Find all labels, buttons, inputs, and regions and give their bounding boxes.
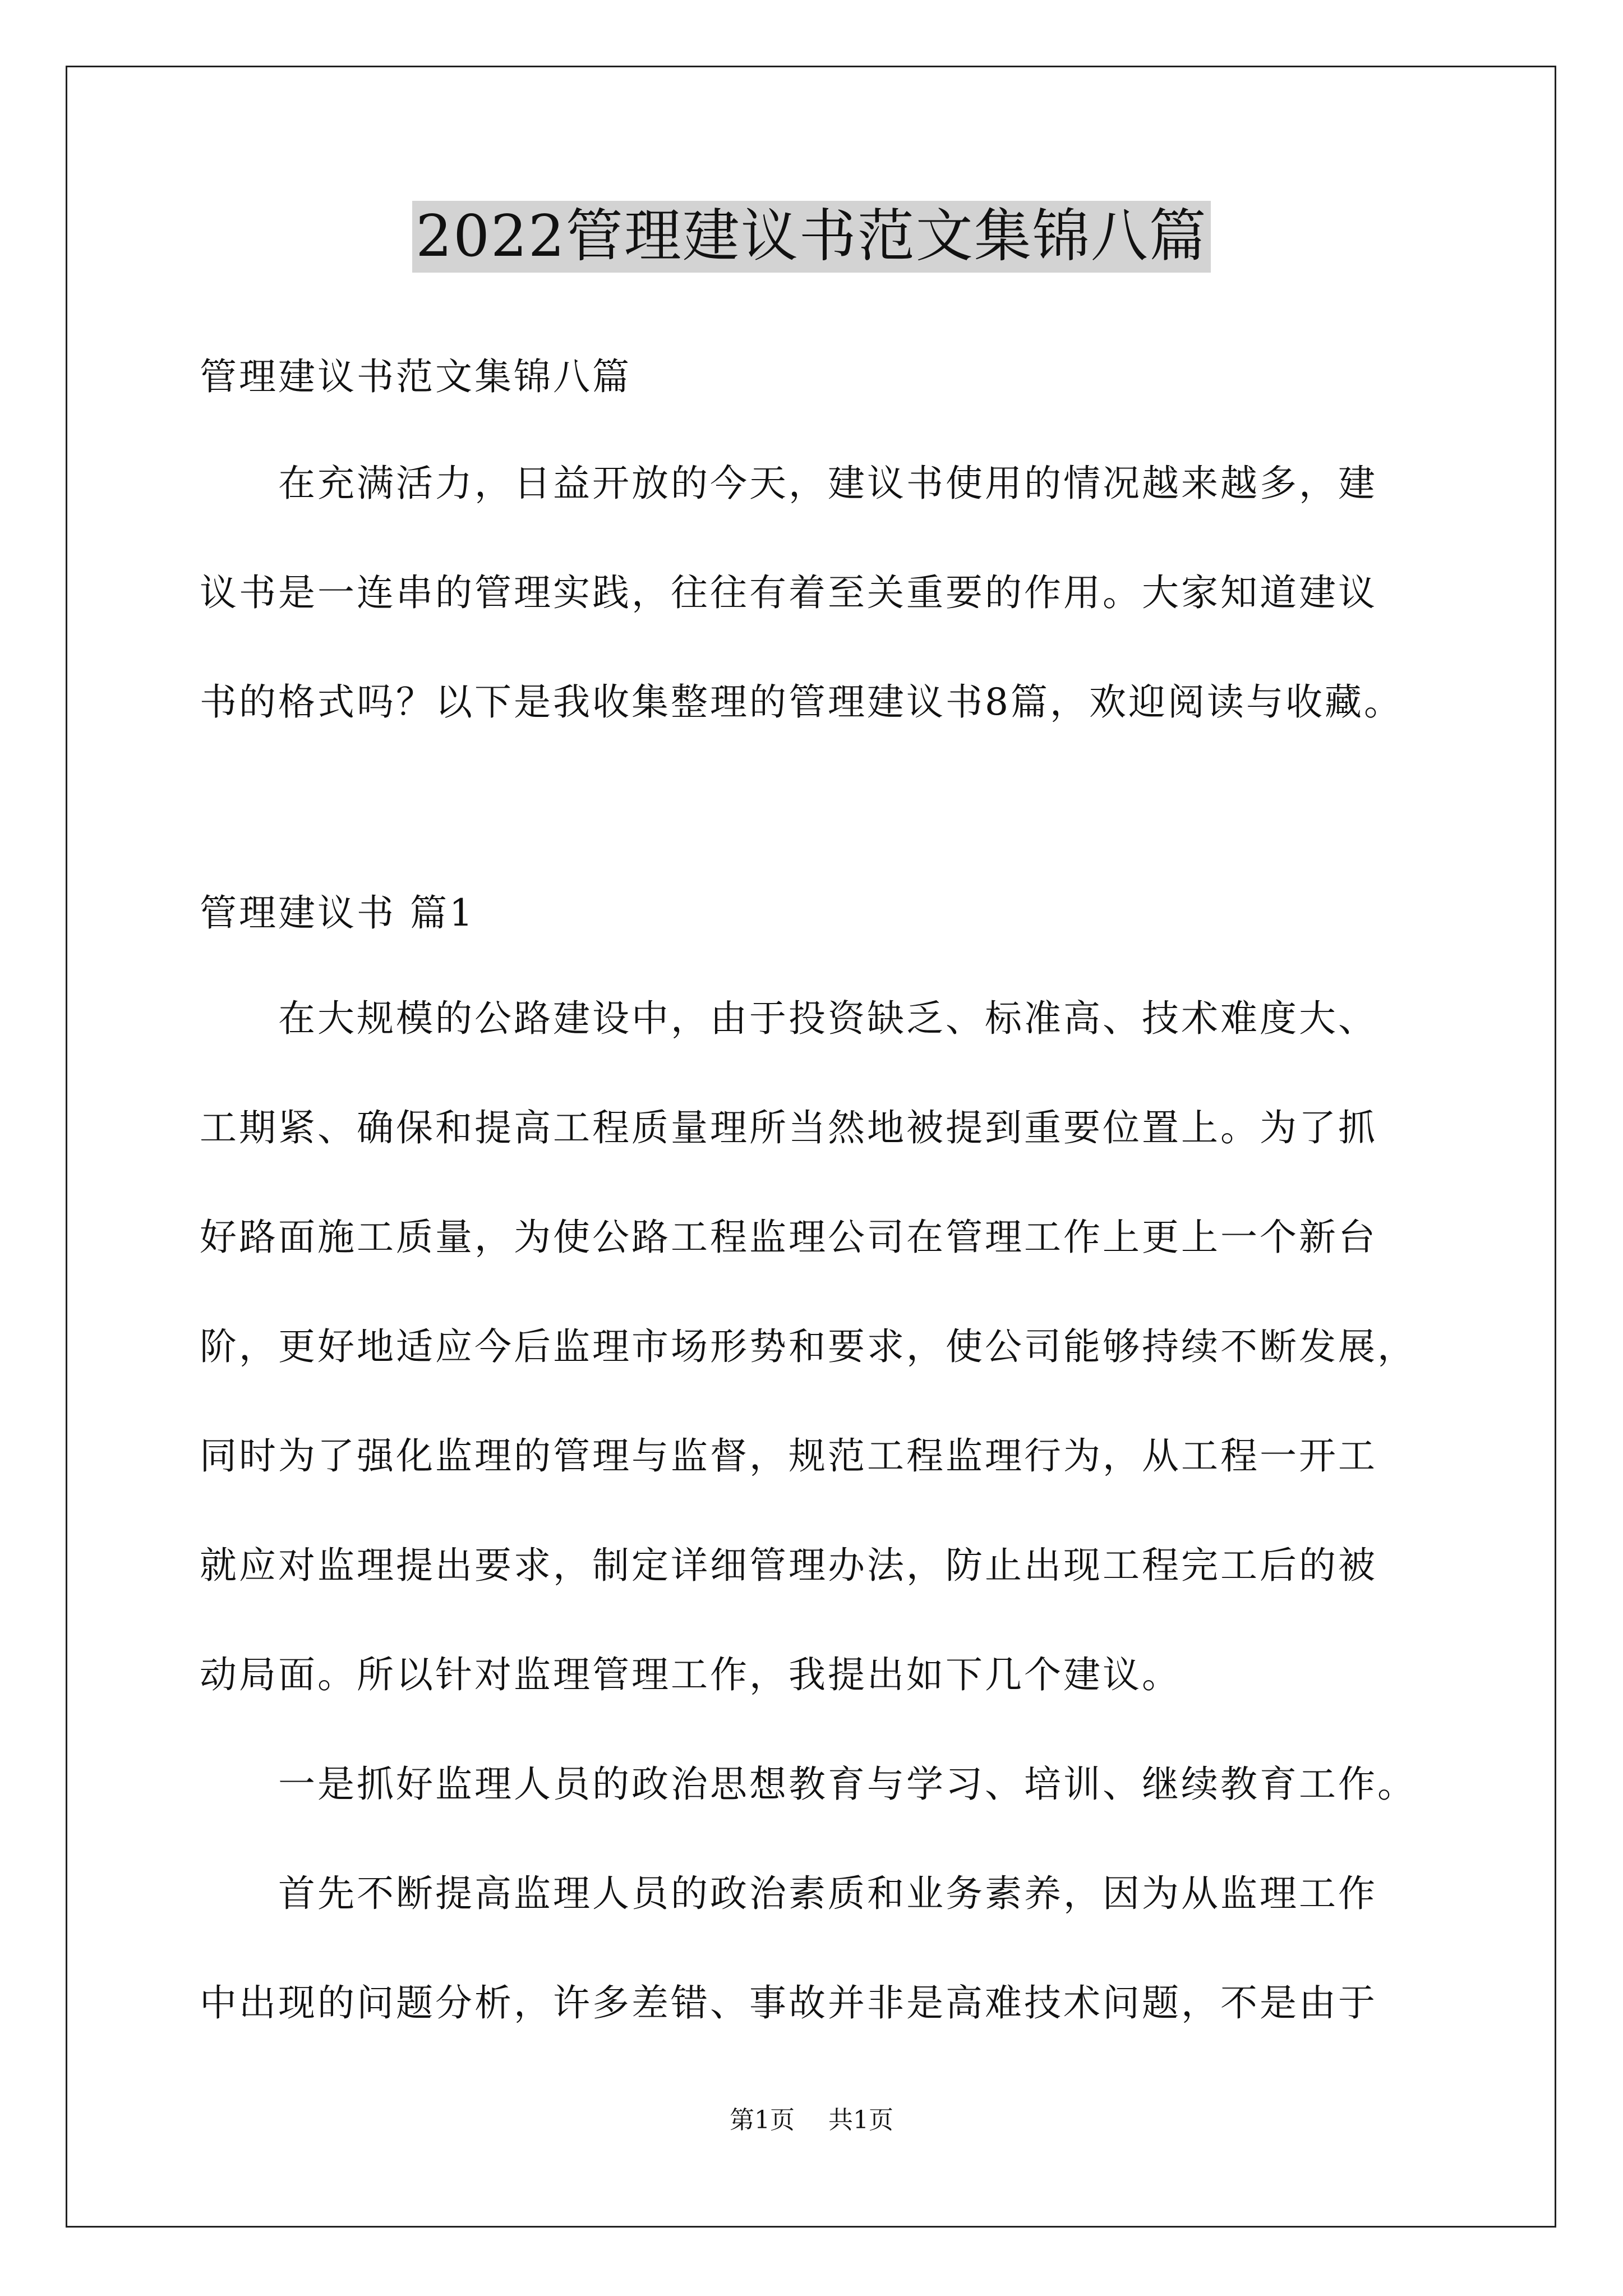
paragraph-line: 议书是一连串的管理实践，往往有着至关重要的作用。大家知道建议 [200, 571, 1377, 614]
page-total: 共1页 [828, 2106, 893, 2134]
section-heading: 管理建议书 篇1 [200, 891, 475, 935]
paragraph-line: 在大规模的公路建设中，由于投资缺乏、标准高、技术难度大、 [200, 997, 1377, 1040]
paragraph-line: 书的格式吗？以下是我收集整理的管理建议书8篇，欢迎阅读与收藏。 [200, 680, 1403, 724]
subtitle-line: 管理建议书范文集锦八篇 [200, 355, 631, 398]
paragraph-line: 动局面。所以针对监理管理工作，我提出如下几个建议。 [200, 1653, 1181, 1696]
paragraph-line: 中出现的问题分析，许多差错、事故并非是高难技术问题，不是由于 [200, 1981, 1377, 2024]
title-container [0, 201, 1623, 273]
paragraph-line: 好路面施工质量，为使公路工程监理公司在管理工作上更上一个新台 [200, 1216, 1377, 1259]
paragraph-line: 在充满活力，日益开放的今天，建议书使用的情况越来越多，建 [200, 462, 1377, 505]
paragraph-line: 工期紧、确保和提高工程质量理所当然地被提到重要位置上。为了抓 [200, 1106, 1377, 1149]
page-number: 第1页 [730, 2106, 795, 2134]
paragraph-line: 同时为了强化监理的管理与监督，规范工程监理行为，从工程一开工 [200, 1434, 1377, 1478]
paragraph-line: 首先不断提高监理人员的政治素质和业务素养，因为从监理工作 [200, 1872, 1377, 1915]
paragraph-line: 就应对监理提出要求，制定详细管理办法，防止出现工程完工后的被 [200, 1544, 1377, 1587]
paragraph-line: 一是抓好监理人员的政治思想教育与学习、培训、继续教育工作。 [200, 1763, 1417, 1806]
page-footer [0, 2105, 1623, 2136]
document-title: 2022管理建议书范文集锦八篇 [412, 201, 1211, 273]
paragraph-line: 阶，更好地适应今后监理市场形势和要求，使公司能够持续不断发展， [200, 1325, 1417, 1368]
